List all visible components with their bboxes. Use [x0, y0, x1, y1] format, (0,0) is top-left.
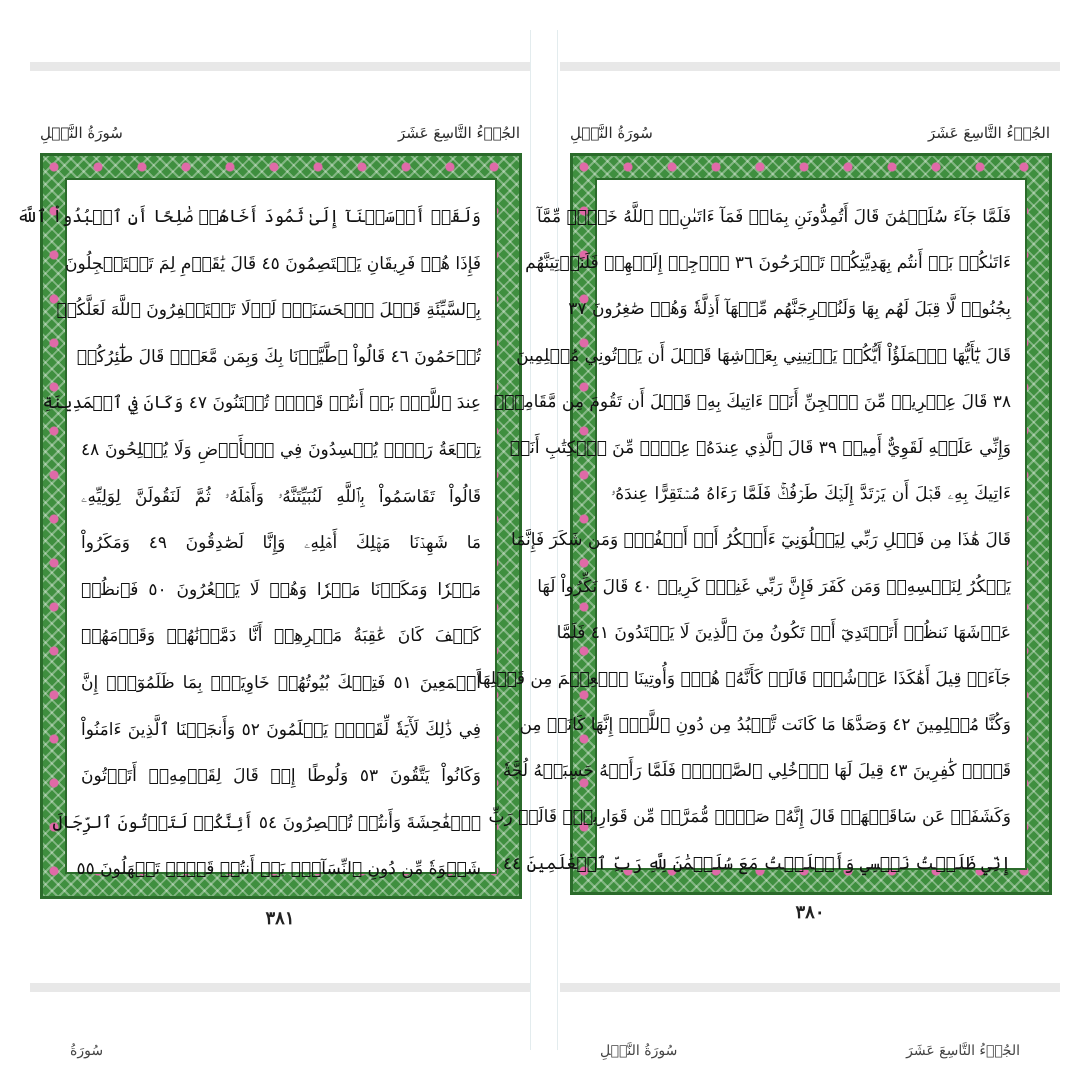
page-gap [30, 62, 530, 71]
verse-line: جَآءَتۡ قِيلَ أَهَٰكَذَا عَرۡشُكِۖ قَالَتۡ كَأَنَّهُۥ هُوَۚ وَأُوتِينَا ٱلۡعِلۡمَ مِن قَبۡلِهَا [477, 668, 1011, 689]
verse-line: شَهۡوَةٗ مِّن دُونِ ٱلنِّسَآءِۚ بَلۡ أَنتُمۡ قَوۡمٞ تَجۡهَلُونَ ٥٥ [76, 859, 481, 880]
ornamental-frame [477, 153, 1052, 895]
verse-line: ءَاتَىٰكُمۚ بَلۡ أَنتُم بِهَدِيَّتِكُمۡ تَفۡرَحُونَ ٣٦ ٱرۡجِعۡ إِلَيۡهِمۡ فَلَنَأۡتِيَنَّهُم [525, 253, 1011, 274]
verse-line: قَالُواْ تَقَاسَمُواْ بِٱللَّهِ لَنُبَيِّتَنَّهُۥ وَأَهۡلَهُۥ ثُمَّ لَنَقُولَنَّ لِوَلِيِّهِۦ [81, 486, 481, 507]
verse-line: وَكَانُواْ يَتَّقُونَ ٥٣ وَلُوطًا إِذۡ قَالَ لِقَوۡمِهِۦٓ أَتَأۡتُونَ [81, 766, 481, 787]
verse-line: بِٱلسَّيِّئَةِ قَبۡلَ ٱلۡحَسَنَةِۖ لَوۡلَا تَسۡتَغۡفِرُونَ ٱللَّهَ لَعَلَّكُمۡ [56, 300, 481, 321]
verse-line: قَالَ هَٰذَا مِن فَضۡلِ رَبِّي لِيَبۡلُوَنِيٓ ءَأَشۡكُرُ أَمۡ أَكۡفُرُۖ وَمَن شَكَرَ فَإِنَّمَا [511, 530, 1011, 551]
verse-line: عِندَ ٱللَّهِۖ بَلۡ أَنتُمۡ قَوۡمٞ تُفۡتَنُونَ ٤٧ وَكَانَ فِي ٱلۡمَدِينَةِ [42, 393, 481, 414]
verse-line: وَلَقَدۡ أَرۡسَلۡنَآ إِلَىٰ ثَمُودَ أَخَاهُمۡ صَٰلِحًا أَنِ ٱعۡبُدُواْ ٱللَّهَ [17, 207, 481, 227]
verse-line: وَكَشَفَتۡ عَن سَاقَيۡهَاۚ قَالَ إِنَّهُۥ صَرۡحٞ مُّمَرَّدٞ مِّن قَوَارِيرَۗ قَالَتۡ رَبِّ [488, 807, 1011, 828]
page-gap [30, 983, 530, 992]
verse-line: فِي ذَٰلِكَ لَأٓيَةٗ لِّقَوۡمٖ يَعۡلَمُونَ ٥٢ وَأَنجَيۡنَا ٱلَّذِينَ ءَامَنُواْ [81, 719, 481, 740]
quran-page-381[interactable] [17, 0, 530, 1079]
next-surah-fragment: سُورَةُ النَّمۡلِ [600, 1043, 678, 1059]
verse-line: تُرۡحَمُونَ ٤٦ قَالُواْ ٱطَّيَّرۡنَا بِكَ وَبِمَن مَّعَكَۚ قَالَ طَٰٓئِرُكُمۡ [76, 346, 481, 367]
page-gap [560, 983, 1060, 992]
verse-line: وَكُنَّا مُسۡلِمِينَ ٤٢ وَصَدَّهَا مَا كَانَت تَّعۡبُدُ مِن دُونِ ٱللَّهِۖ إِنَّهَا كَانَتۡ مِن [519, 715, 1011, 736]
verse-line: يَشۡكُرُ لِنَفۡسِهِۦۖ وَمَن كَفَرَ فَإِنَّ رَبِّي غَنِيّٞ كَرِيمٞ ٤٠ قَالَ نَكِّرُواْ لَهَا [537, 576, 1011, 597]
verse-line: إِنِّي ظَلَمۡتُ نَفۡسِي وَأَسۡلَمۡتُ مَعَ سُلَيۡمَٰنَ لِلَّهِ رَبِّ ٱلۡعَٰلَمِينَ ٤٤ [502, 853, 1011, 874]
verse-text-area [477, 178, 1027, 874]
verse-line: مَكۡرٗا وَمَكَرۡنَا مَكۡرٗا وَهُمۡ لَا يَشۡعُرُونَ ٥٠ فَٱنظُرۡ [81, 579, 481, 600]
ornamental-frame [17, 153, 522, 899]
page-number: ٣٨١ [265, 908, 295, 929]
page-gap [560, 62, 1060, 71]
verse-text-area [17, 178, 497, 880]
next-surah-fragment: سُورَةُ [70, 1043, 104, 1059]
verse-line: ٣٨ قَالَ عِفۡرِيتٞ مِّنَ ٱلۡجِنِّ أَنَا۠ ءَاتِيكَ بِهِۦ قَبۡلَ أَن تَقُومَ مِن مَّقَامِكَۖ [493, 391, 1011, 412]
quran-page-380[interactable] [477, 0, 1060, 1079]
juz-name: الجُزۡءُ التَّاسِعَ عَشَرَ [397, 124, 520, 142]
verse-line: بِجُنُودٖ لَّا قِبَلَ لَهُم بِهَا وَلَنُخۡرِجَنَّهُم مِّنۡهَآ أَذِلَّةٗ وَهُمۡ صَٰغِرُونَ ٣٧ [568, 299, 1011, 320]
verse-line: قَوۡمٖ كَٰفِرِينَ ٤٣ قِيلَ لَهَا ٱدۡخُلِي ٱلصَّرۡحَۖ فَلَمَّا رَأَتۡهُ حَسِبَتۡهُ لُجَّةٗ [502, 761, 1011, 782]
juz-name: الجُزۡءُ التَّاسِعَ عَشَرَ [927, 124, 1050, 142]
verse-line: تِسۡعَةُ رَهۡطٖ يُفۡسِدُونَ فِي ٱلۡأَرۡضِ وَلَا يُصۡلِحُونَ ٤٨ [81, 439, 481, 460]
verse-line: فَإِذَا هُمۡ فَرِيقَانِ يَخۡتَصِمُونَ ٤٥ قَالَ يَٰقَوۡمِ لِمَ تَسۡتَعۡجِلُونَ [64, 253, 481, 274]
verse-line: ءَاتِيكَ بِهِۦ قَبۡلَ أَن يَرۡتَدَّ إِلَيۡكَ طَرۡفُكَۚ فَلَمَّا رَءَاهُ مُسۡتَقِرًّا عِندَهُۥ [611, 484, 1011, 505]
verse-line: ٱلۡفَٰحِشَةَ وَأَنتُمۡ تُبۡصِرُونَ ٥٤ أَئِنَّكُمۡ لَتَأۡتُونَ ٱلرِّجَالَ [52, 812, 481, 833]
verse-line: أَجۡمَعِينَ ٥١ فَتِلۡكَ بُيُوتُهُمۡ خَاوِيَةَۢ بِمَا ظَلَمُوٓاْۚ إِنَّ [81, 672, 481, 693]
verse-line: مَا شَهِدۡنَا مَهۡلِكَ أَهۡلِهِۦ وَإِنَّا لَصَٰدِقُونَ ٤٩ وَمَكَرُواْ [81, 533, 482, 554]
verse-line: فَلَمَّا جَآءَ سُلَيۡمَٰنَ قَالَ أَتُمِدُّونَنِ بِمَالٖ فَمَآ ءَاتَىٰنِۦَ ٱللَّهُ خَيۡرٞ مِّمَّآ [536, 207, 1011, 227]
next-juz-fragment: الجُزۡءُ التَّاسِعَ عَشَرَ [906, 1043, 1020, 1059]
surah-name: سُورَةُ النَّمۡلِ [40, 124, 123, 142]
surah-name: سُورَةُ النَّمۡلِ [570, 124, 653, 142]
page-number: ٣٨٠ [795, 902, 825, 923]
verse-line: كَيۡفَ كَانَ عَٰقِبَةُ مَكۡرِهِمۡ أَنَّا دَمَّرۡنَٰهُمۡ وَقَوۡمَهُمۡ [81, 626, 481, 647]
next-page-header [600, 1040, 1020, 1059]
verse-line: وَإِنِّي عَلَيۡهِ لَقَوِيٌّ أَمِينٞ ٣٩ قَالَ ٱلَّذِي عِندَهُۥ عِلۡمٞ مِّنَ ٱلۡكِتَٰبِ أَنَا۠ [509, 437, 1011, 458]
verse-line: عَرۡشَهَا نَنظُرۡ أَتَهۡتَدِيٓ أَمۡ تَكُونُ مِنَ ٱلَّذِينَ لَا يَهۡتَدُونَ ٤١ فَلَمَّا [556, 622, 1011, 643]
next-page-header [70, 1040, 490, 1059]
page-header [570, 124, 1050, 146]
verse-line: قَالَ يَٰٓأَيُّهَا ٱلۡمَلَؤُاْ أَيُّكُمۡ يَأۡتِينِي بِعَرۡشِهَا قَبۡلَ أَن يَأۡتُونِي مُسۡلِمِينَ [516, 345, 1011, 366]
page-header [40, 124, 520, 146]
